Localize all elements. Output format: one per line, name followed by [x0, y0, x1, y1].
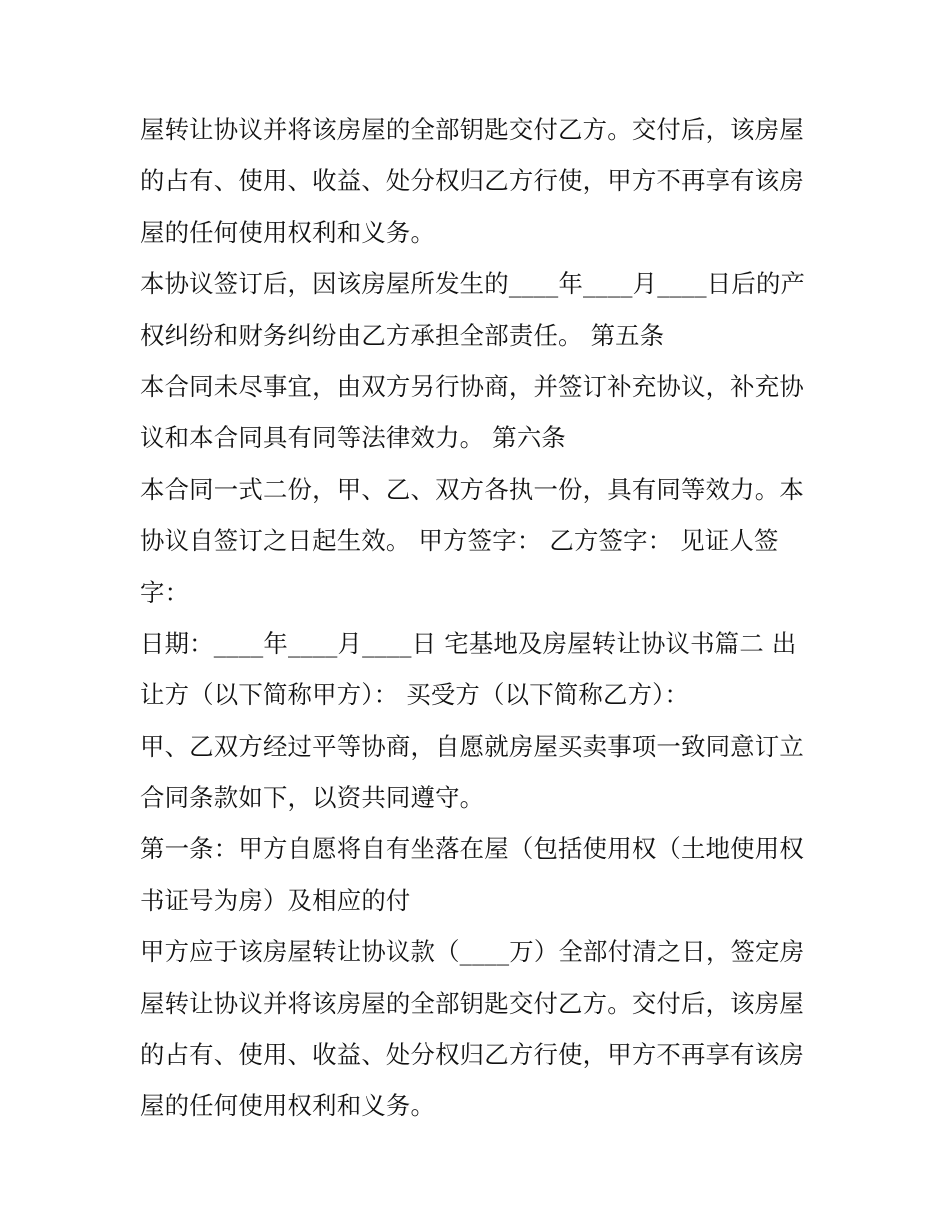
text-line: 让方（以下简称甲方）： 买受方（以下简称乙方）： — [140, 680, 690, 710]
text-line: 甲、乙双方经过平等协商，自愿就房屋买卖事项一致同意订立 — [140, 731, 804, 761]
text-line: 屋的任何使用权利和义务。 — [140, 1091, 436, 1121]
text-line: 议和本合同具有同等法律效力。 第六条 — [140, 423, 566, 453]
text-line: 权纠纷和财务纠纷由乙方承担全部责任。 第五条 — [140, 320, 665, 350]
text-line: 屋转让协议并将该房屋的全部钥匙交付乙方。交付后，该房屋 — [140, 115, 804, 144]
text-line: 本合同一式二份，甲、乙、双方各执一份，具有同等效力。本 — [140, 474, 804, 504]
text-line: 甲方应于该房屋转让协议款（____万）全部付清之日，签定房 — [140, 937, 805, 967]
text-line: 日期：____年____月____日 宅基地及房屋转让协议书篇二 出 — [140, 628, 797, 658]
text-line: 字： — [140, 577, 190, 607]
text-line: 协议自签订之日起生效。 甲方签字： 乙方签字： 见证人签 — [140, 526, 779, 556]
text-line: 合同条款如下，以资共同遵守。 — [140, 783, 485, 813]
text-line: 书证号为房）及相应的付 — [140, 885, 411, 915]
document-body — [140, 104, 820, 1132]
text-line: 屋的任何使用权利和义务。 — [140, 217, 436, 247]
text-line: 本协议签订后，因该房屋所发生的____年____月____日后的产 — [140, 269, 806, 299]
text-line: 屋转让协议并将该房屋的全部钥匙交付乙方。交付后，该房屋 — [140, 988, 804, 1018]
text-line: 的占有、使用、收益、处分权归乙方行使，甲方不再享有该房 — [140, 1040, 804, 1070]
text-line: 本合同未尽事宜，由双方另行协商，并签订补充协议，补充协 — [140, 371, 804, 401]
text-line: 的占有、使用、收益、处分权归乙方行使，甲方不再享有该房 — [140, 166, 804, 196]
text-line: 第一条：甲方自愿将自有坐落在屋（包括使用权（土地使用权 — [140, 834, 804, 864]
